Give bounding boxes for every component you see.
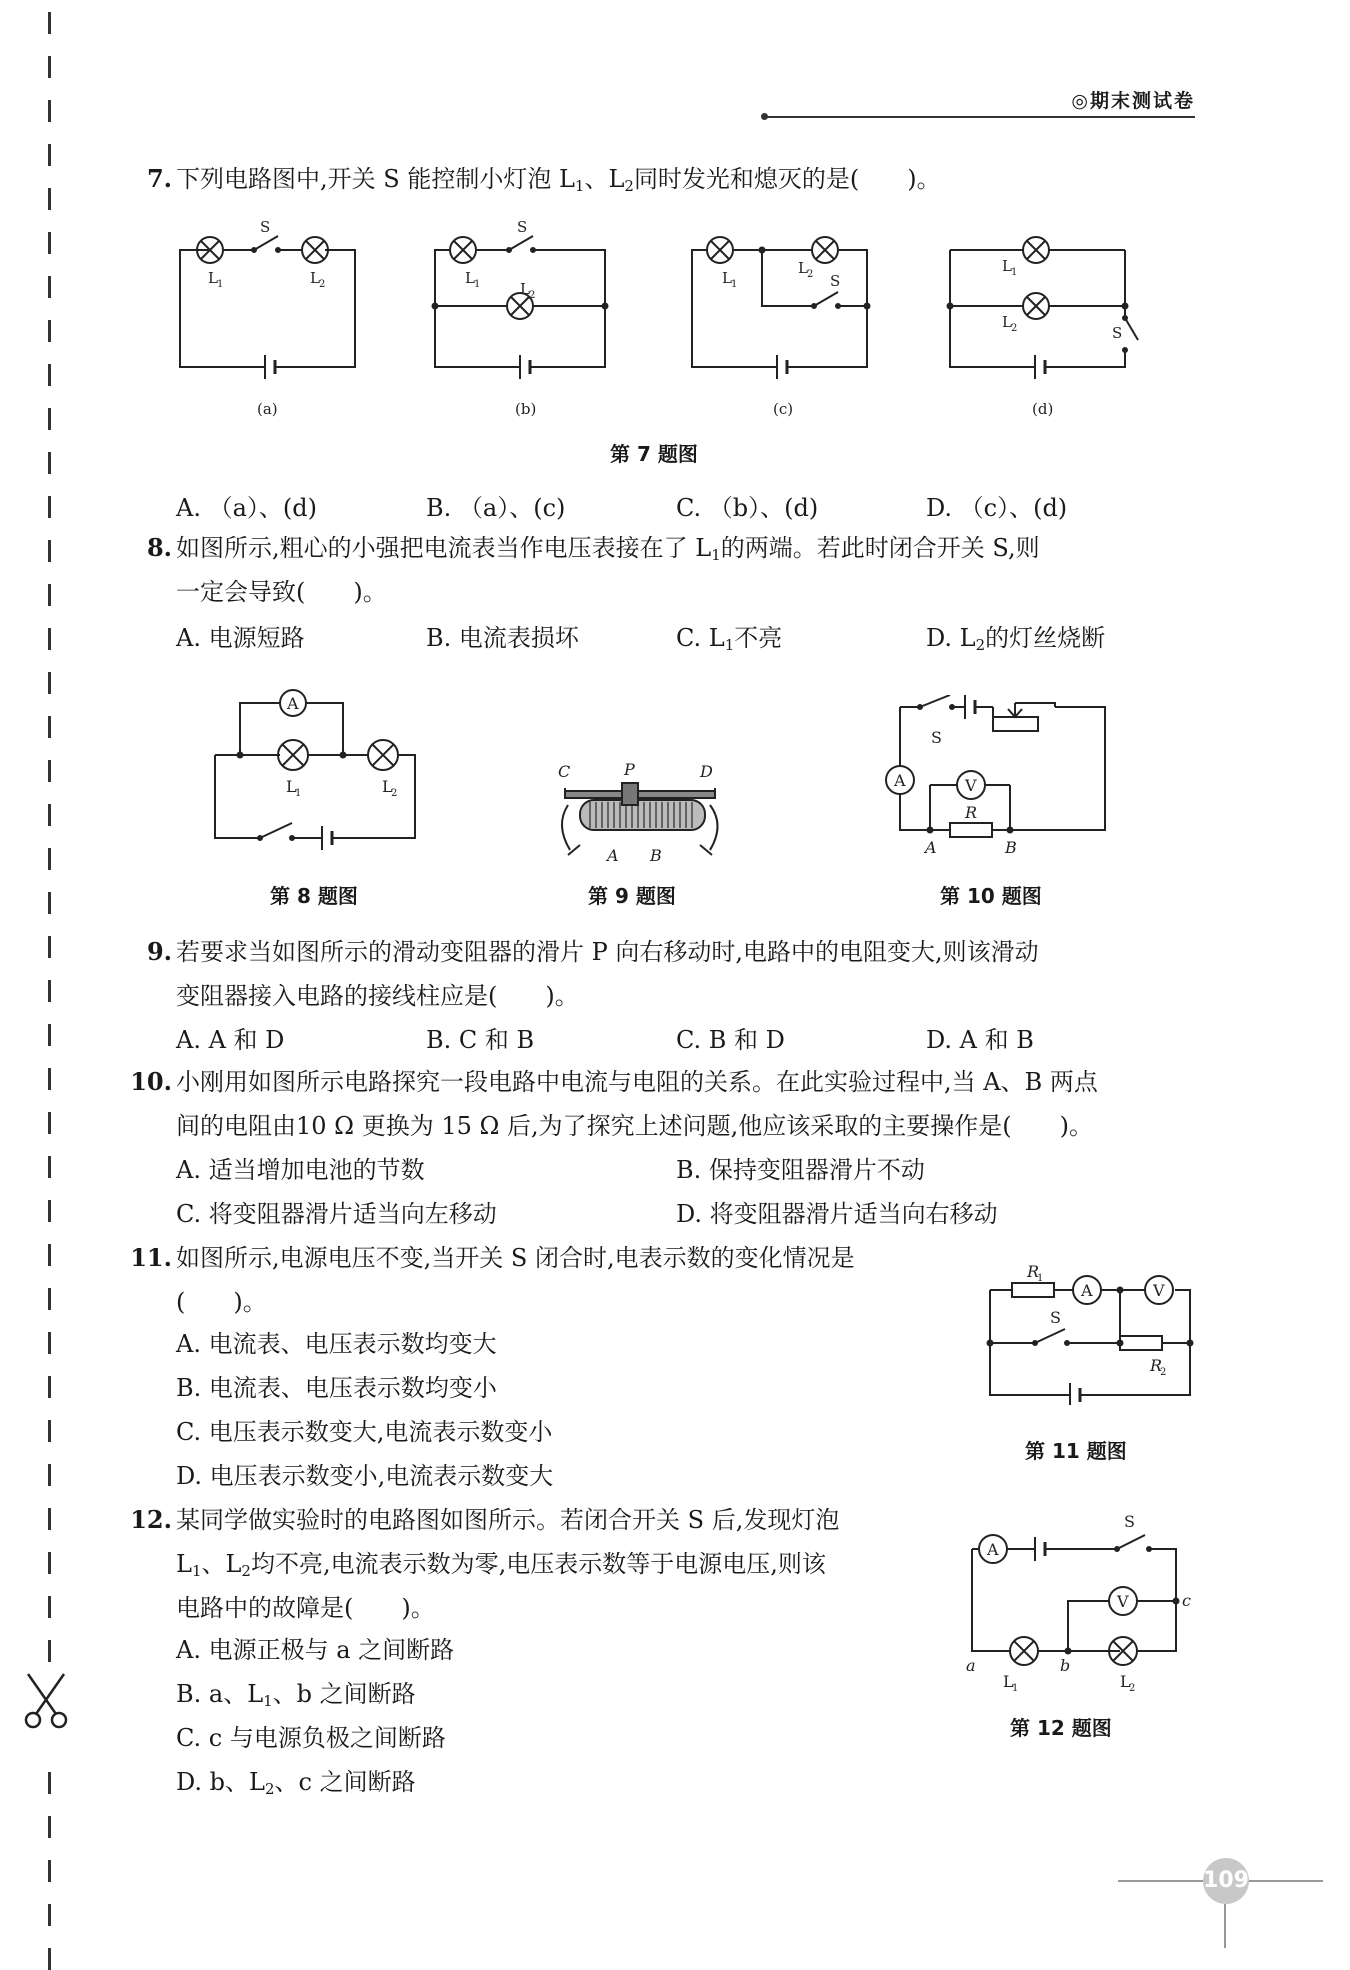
voltmeter-label: V [1153,1281,1165,1300]
label-L1: L [208,269,218,287]
question-number: 10. [130,1067,172,1096]
ammeter-label: A [1081,1281,1093,1300]
svg-text:L: L [1002,313,1012,331]
svg-text:1: 1 [1012,1683,1019,1694]
figure-8-circuit [200,680,430,870]
scissors-icon [18,1670,74,1732]
cut-line-dash [48,760,51,782]
cut-line-dash [48,1640,51,1662]
svg-text:1: 1 [731,279,738,290]
question-12 [128,1498,988,1632]
svg-text:L: L [1003,1672,1014,1691]
circuit-b [433,236,608,379]
q11-option-d[interactable]: D. 电压表示数变小,电流表示数变大 [176,1462,554,1490]
question-text-line-2: $L_1$、$L_2$均不亮,电流表示数为零,电压表示数等于电源电压,则该 [176,1550,826,1580]
q7-option-d[interactable]: D. （c）、(d) [926,494,1068,522]
question-text-line-1: 小刚用如图所示电路探究一段电路中电流与电阻的关系。在此实验过程中,当 A、B 两点 [176,1068,1098,1096]
ammeter-label: A [287,694,299,713]
label-S: S [260,218,271,236]
cut-line-dash [48,1816,51,1838]
question-number: 7. [146,164,172,193]
svg-text:L: L [798,259,808,277]
label-L2: L [310,269,320,287]
point-a: a [966,1656,976,1675]
cut-line-dash [48,56,51,78]
cut-line-dash [48,672,51,694]
cut-line-dash [48,1332,51,1354]
svg-text:S: S [517,218,528,236]
cut-line-dash [48,540,51,562]
svg-text:L: L [286,777,297,796]
q10-option-a[interactable]: A. 适当增加电池的节数 [176,1156,425,1184]
cut-line-dash [48,232,51,254]
cut-line-dash [48,804,51,826]
cut-line-dash [48,1112,51,1134]
svg-text:1: 1 [217,279,224,290]
question-text-line-1: 若要求当如图所示的滑动变阻器的滑片 P 向右移动时,电路中的电阻变大,则该滑动 [176,938,1039,966]
q8-option-d[interactable]: D. $L_2$的灯丝烧断 [926,624,1106,654]
svg-text:S: S [1050,1308,1061,1327]
q11-option-c[interactable]: C. 电压表示数变大,电流表示数变小 [176,1418,553,1446]
cut-line-dash [48,364,51,386]
question-8 [128,526,1228,616]
question-text-line-2: 一定会导致( )。 [176,578,387,606]
cut-line-dash [48,1860,51,1882]
resistor-R2-label: R [1150,1356,1163,1375]
cut-line-dash [48,1068,51,1090]
question-11 [128,1236,988,1326]
cut-line-dash [48,320,51,342]
point-c: c [1182,1591,1191,1610]
svg-text:L: L [520,280,530,298]
cut-line-dash [48,188,51,210]
label-c: (c) [773,400,794,418]
svg-text:2: 2 [1129,1683,1136,1694]
figure-12-circuit [960,1505,1200,1700]
svg-text:S: S [1124,1512,1135,1531]
svg-text:L: L [1002,257,1012,275]
figure-10-caption: 第 10 题图 [940,884,1042,908]
cut-line-dash [48,892,51,914]
voltmeter-label: V [1117,1592,1129,1611]
question-text-line-2: ( )。 [176,1288,267,1316]
svg-text:A: A [925,838,937,857]
slider-P: P [624,760,635,779]
question-text-line-2: 间的电阻由10 Ω 更换为 15 Ω 后,为了探究上述问题,他应该采取的主要操作是( )。 [176,1112,1094,1140]
q12-option-a[interactable]: A. 电源正极与 a 之间断路 [176,1636,455,1664]
svg-text:1: 1 [1011,267,1018,278]
question-number: 11. [130,1243,172,1272]
circuit-c [692,237,870,379]
ammeter-label: A [894,771,906,790]
resistor-label: R [965,803,978,822]
header-rule [765,116,1195,118]
q11-option-a[interactable]: A. 电流表、电压表示数均变大 [176,1330,497,1358]
ammeter-label: A [987,1540,999,1559]
svg-text:L: L [722,269,732,287]
page-rule-vertical [1224,1904,1226,1948]
figure-9-caption: 第 9 题图 [588,884,676,908]
cut-line-dash [48,1200,51,1222]
q8-option-c[interactable]: C. $L_1$不亮 [676,624,783,654]
figure-11-caption: 第 11 题图 [1025,1439,1127,1463]
cut-line-dash [48,1156,51,1178]
svg-text:L: L [1120,1672,1131,1691]
q10-option-b[interactable]: B. 保持变阻器滑片不动 [676,1156,925,1184]
q7-option-b[interactable]: B. （a）、(c) [426,494,566,522]
figure-7-circuits [170,210,1200,425]
cut-line-dash [48,12,51,34]
svg-text:B: B [1005,838,1017,857]
cut-line-dash [48,628,51,650]
cut-line-dash [48,1904,51,1926]
cut-line-dash [48,496,51,518]
q7-option-c[interactable]: C. （b）、(d) [676,494,819,522]
svg-text:2: 2 [529,290,536,301]
question-number: 12. [130,1505,172,1534]
label-b: (b) [515,400,537,418]
question-number: 9. [146,937,172,966]
point-b: b [1060,1656,1071,1675]
q12-option-c[interactable]: C. c 与电源负极之间断路 [176,1724,446,1752]
question-text-line-2: 变阻器接入电路的接线柱应是( )。 [176,982,579,1010]
cut-line-dash [48,1420,51,1442]
q11-option-b[interactable]: B. 电流表、电压表示数均变小 [176,1374,497,1402]
question-9 [128,930,1228,1020]
cut-line-dash [48,100,51,122]
cut-line-dash [48,716,51,738]
svg-text:S: S [830,272,841,290]
cut-line-dash [48,1464,51,1486]
q10-option-d[interactable]: D. 将变阻器滑片适当向右移动 [676,1200,998,1228]
circuit-d [948,237,1139,379]
svg-text:2: 2 [319,279,326,290]
q10-option-c[interactable]: C. 将变阻器滑片适当向左移动 [176,1200,497,1228]
q9-option-b[interactable]: B. C 和 B [426,1026,535,1054]
cut-line-dash [48,848,51,870]
page-number: 109 [1203,1858,1249,1904]
figure-12-caption: 第 12 题图 [1010,1716,1112,1740]
figure-8-caption: 第 8 题图 [270,884,358,908]
q8-option-b[interactable]: B. 电流表损坏 [426,624,579,652]
svg-text:2: 2 [807,269,814,280]
figure-9-rheostat [550,755,730,870]
svg-text:S: S [931,728,942,747]
cut-line-dash [48,408,51,430]
cut-line-dash [48,276,51,298]
cut-line-dash [48,1376,51,1398]
cut-line-dash [48,1024,51,1046]
cut-line-dash [48,1596,51,1618]
svg-text:2: 2 [1160,1367,1167,1378]
label-a: (a) [257,400,278,418]
q9-option-c[interactable]: C. B 和 D [676,1026,785,1054]
resistor-R1-label: R [1027,1262,1040,1281]
cut-line-dash [48,584,51,606]
cut-line-dash [48,1288,51,1310]
question-7 [128,157,1228,201]
question-10 [128,1060,1228,1150]
terminal-C: C [558,762,571,781]
figure-10-circuit [875,695,1115,870]
terminal-D: D [700,762,713,781]
cut-line-dash [48,1508,51,1530]
terminal-B: B [650,846,662,865]
cut-line-dash [48,144,51,166]
terminal-A: A [607,846,619,865]
cut-line-dash [48,452,51,474]
svg-text:L: L [382,777,393,796]
q12-option-d[interactable]: D. b、$L_2$、c 之间断路 [176,1768,416,1798]
q9-option-a[interactable]: A. A 和 D [176,1026,285,1054]
label-d: (d) [1032,400,1054,418]
cut-line-dash [48,1552,51,1574]
svg-text:2: 2 [1011,323,1018,334]
question-text: 下列电路图中,开关 S 能控制小灯泡 $L_1$、$L_2$同时发光和熄灭的是( )。 [176,165,941,195]
svg-text:2: 2 [391,788,398,799]
svg-text:1: 1 [295,788,302,799]
svg-text:1: 1 [474,279,481,290]
q12-option-b[interactable]: B. a、$L_1$、b 之间断路 [176,1680,416,1710]
svg-text:L: L [465,269,475,287]
cut-line-dash [48,1772,51,1794]
figure-11-circuit [980,1255,1205,1405]
circuit-a [180,236,355,379]
question-text-line-1: 某同学做实验时的电路图如图所示。若闭合开关 S 后,发现灯泡 [176,1506,840,1534]
q8-option-a[interactable]: A. 电源短路 [176,624,305,652]
header-title: ◎期末测试卷 [1071,90,1195,112]
cut-line-dash [48,936,51,958]
question-text-line-1: 如图所示,电源电压不变,当开关 S 闭合时,电表示数的变化情况是 [176,1244,855,1272]
question-text-line-1: 如图所示,粗心的小强把电流表当作电压表接在了 $L_1$的两端。若此时闭合开关 S,则 [176,534,1040,564]
svg-text:S: S [1112,324,1123,342]
question-text-line-3: 电路中的故障是( )。 [176,1594,435,1622]
q7-option-a[interactable]: A. （a）、(d) [176,494,317,522]
voltmeter-label: V [965,776,977,795]
cut-line-dash [48,1244,51,1266]
cut-line-dash [48,980,51,1002]
svg-text:1: 1 [1037,1273,1044,1284]
question-number: 8. [146,533,172,562]
figure-7-caption: 第 7 题图 [610,442,698,466]
q9-option-d[interactable]: D. A 和 B [926,1026,1034,1054]
